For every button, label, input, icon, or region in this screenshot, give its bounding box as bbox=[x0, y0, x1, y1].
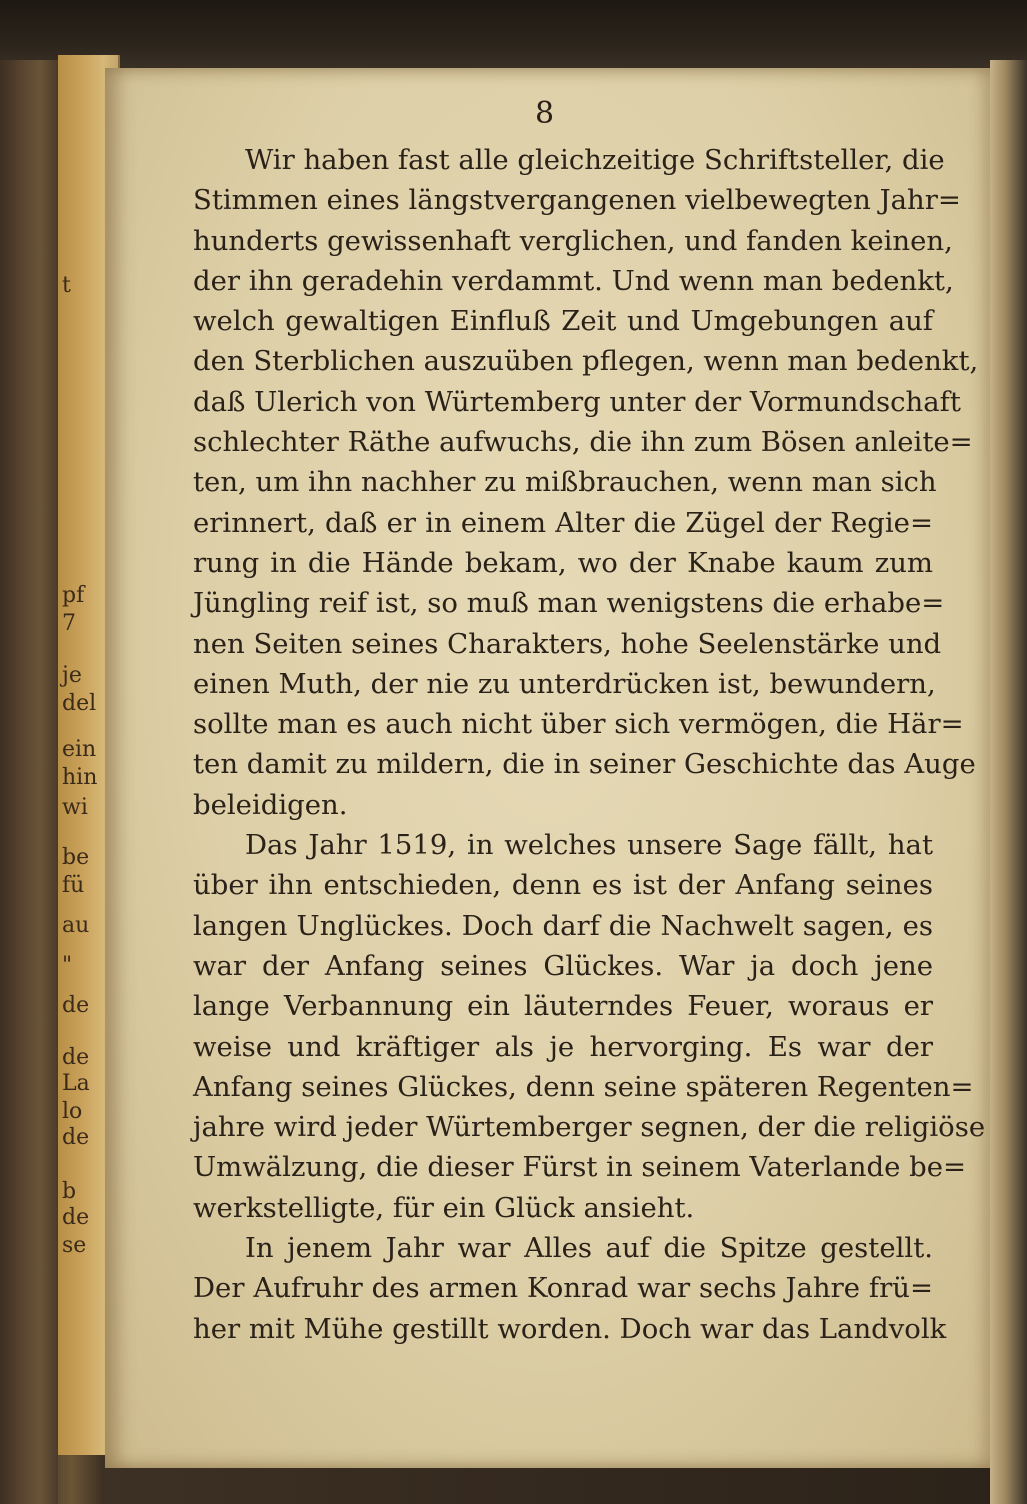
text-line: hunderts gewissenhaft verglichen, und fanden keinen, bbox=[193, 224, 953, 257]
margin-fragment: ein bbox=[62, 737, 97, 762]
margin-fragment: au bbox=[62, 913, 90, 938]
text-line: Umwälzung, die dieser Fürst in seinem Vaterlande be= bbox=[193, 1151, 967, 1184]
paragraph bbox=[193, 825, 986, 1228]
right-page-edge bbox=[990, 60, 1027, 1504]
margin-fragment: pf bbox=[62, 583, 85, 608]
margin-fragment: La bbox=[62, 1071, 90, 1096]
text-line: daß Ulerich von Würtemberg unter der Vormundschaft bbox=[193, 385, 961, 418]
text-line: ten damit zu mildern, die in seiner Geschichte das Auge bbox=[193, 748, 976, 781]
margin-fragment: wi bbox=[62, 795, 88, 820]
text-line: erinnert, daß er in einem Alter die Zügel der Regie= bbox=[193, 506, 933, 539]
margin-fragment: be bbox=[62, 845, 90, 870]
text-line: ten, um ihn nachher zu mißbrauchen, wenn man sich bbox=[193, 466, 937, 499]
margin-fragment: je bbox=[62, 663, 82, 688]
margin-fragment: t bbox=[62, 273, 71, 298]
page-number: 8 bbox=[535, 96, 555, 131]
paragraph bbox=[193, 1228, 947, 1349]
text-line: werkstelligte, für ein Glück ansieht. bbox=[193, 1191, 695, 1224]
text-line: jahre wird jeder Würtemberger segnen, der die religiöse bbox=[193, 1111, 986, 1144]
text-line: weise und kräftiger als je hervorging. Es war der bbox=[193, 1030, 933, 1063]
margin-fragment: de bbox=[62, 1125, 90, 1150]
text-line: den Sterblichen auszuüben pflegen, wenn man bedenkt, bbox=[193, 345, 979, 378]
margin-fragment: hin bbox=[62, 765, 98, 790]
text-line: sollte man es auch nicht über sich vermögen, die Här= bbox=[193, 708, 964, 741]
text-line: der ihn geradehin verdammt. Und wenn man bedenkt, bbox=[193, 264, 954, 297]
text-line: Anfang seines Glückes, denn seine späteren Regenten= bbox=[193, 1070, 974, 1103]
margin-fragment: lo bbox=[62, 1099, 83, 1124]
margin-fragment: se bbox=[62, 1233, 87, 1258]
margin-fragment: de bbox=[62, 1045, 90, 1070]
text-line: Stimmen eines längstvergangenen vielbewegten Jahr= bbox=[193, 184, 961, 217]
margin-fragment: fü bbox=[62, 873, 85, 898]
text-line: war der Anfang seines Glückes. War ja doch jene bbox=[193, 949, 933, 982]
text-line: her mit Mühe gestillt worden. Doch war das Landvolk bbox=[193, 1312, 947, 1345]
margin-fragment: " bbox=[62, 953, 73, 978]
text-line: rung in die Hände bekam, wo der Knabe kaum zum bbox=[193, 546, 933, 579]
paragraph bbox=[193, 140, 979, 825]
body-text bbox=[193, 140, 986, 1349]
text-line: lange Verbannung ein läuterndes Feuer, woraus er bbox=[193, 990, 933, 1023]
text-line: Wir haben fast alle gleichzeitige Schriftsteller, die bbox=[245, 144, 945, 176]
text-line: nen Seiten seines Charakters, hohe Seelenstärke und bbox=[193, 627, 942, 660]
page bbox=[105, 68, 990, 1468]
text-line: über ihn entschieden, denn es ist der Anfang seines bbox=[193, 869, 933, 902]
text-line: schlechter Räthe aufwuchs, die ihn zum Bösen anleite= bbox=[193, 426, 973, 459]
text-line: Jüngling reif ist, so muß man wenigstens die erhabe= bbox=[193, 587, 945, 620]
text-line: Der Aufruhr des armen Konrad war sechs Jahre frü= bbox=[193, 1272, 933, 1305]
margin-fragment: b bbox=[62, 1179, 77, 1204]
text-line: langen Unglückes. Doch darf die Nachwelt sagen, es bbox=[193, 909, 933, 942]
book-spine bbox=[0, 60, 58, 1504]
text-line: Das Jahr 1519, in welches unsere Sage fällt, hat bbox=[245, 829, 933, 862]
text-line: welch gewaltigen Einfluß Zeit und Umgebungen auf bbox=[193, 305, 933, 338]
text-line: In jenem Jahr war Alles auf die Spitze gestellt. bbox=[245, 1232, 933, 1265]
text-line: beleidigen. bbox=[193, 788, 348, 821]
top-binding-edge bbox=[0, 0, 1027, 70]
margin-fragment: 7 bbox=[62, 611, 76, 636]
margin-fragment: del bbox=[62, 691, 97, 716]
margin-fragment: de bbox=[62, 993, 90, 1018]
margin-fragment: de bbox=[62, 1205, 90, 1230]
text-line: einen Muth, der nie zu unterdrücken ist, bewundern, bbox=[193, 667, 936, 700]
